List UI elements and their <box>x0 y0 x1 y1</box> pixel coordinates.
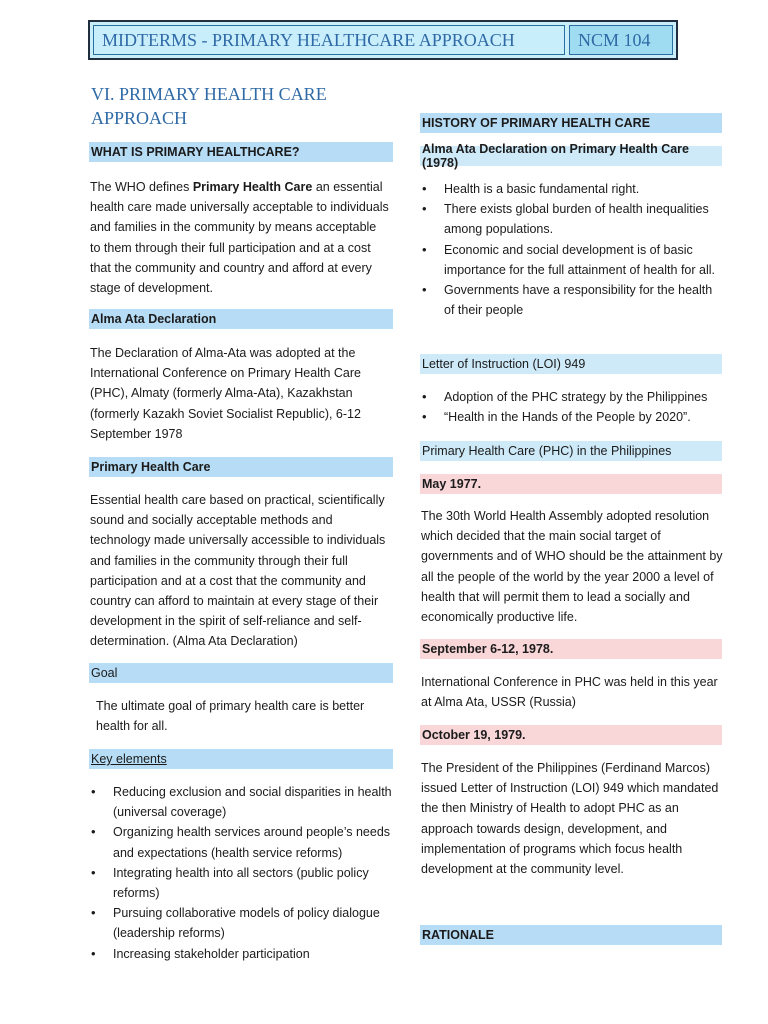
loi-heading: Letter of Instruction (LOI) 949 <box>420 354 722 374</box>
list-item: • Organizing health services around people’s needs and expectations (health service reforms) <box>89 822 393 862</box>
what-is-phc-text: The WHO defines Primary Health Care an essential health care made universally acceptable to individuals and families in the community by means acceptable to them through their full participation and at a cost that the community and country and afford at every stage of development. <box>90 180 389 296</box>
key-elements-heading: Key elements <box>89 749 393 769</box>
alma-ata-text: The Declaration of Alma-Ata was adopted at the International Conference on Primary Health Care (PHC), Almaty (formerly Alma-Ata), Kazakhstan (formerly Kazakh Soviet Socialist Republic), 6-12 September 1978 <box>90 346 361 441</box>
oct-1979-heading: October 19, 1979. <box>420 725 722 745</box>
list-item: • Pursuing collaborative models of policy dialogue (leadership reforms) <box>89 903 393 943</box>
may-1977-text: The 30th World Health Assembly adopted resolution which decided that the main social target of governments and of WHO should be the attainment by all the people of the world by the year 2000 a level of health that will permit them to lead a socially and economically productive life. <box>421 509 723 625</box>
phc-text: Essential health care based on practical, scientifically sound and socially acceptable methods and technology made universally accessible to individuals and families in the community through their full participation and at a cost that the community and country can afford to maintain at every stage of their development in the spirit of self-reliance and self-determination. (Alma Ata Declaration) <box>90 493 386 649</box>
section-title: VI. PRIMARY HEALTH CARE APPROACH <box>91 84 327 128</box>
list-item: • Integrating health into all sectors (public policy reforms) <box>89 863 393 903</box>
list-item: • Reducing exclusion and social disparities in health (universal coverage) <box>89 782 393 822</box>
loi-list <box>420 387 720 427</box>
list-item: • There exists global burden of health inequalities among populations. <box>420 199 720 239</box>
course-code: NCM 104 <box>569 25 673 55</box>
sep-1978-text: International Conference in PHC was held in this year at Alma Ata, USSR (Russia) <box>421 675 718 710</box>
rationale-heading: RATIONALE <box>420 925 722 945</box>
alma-ata-1978-list <box>420 179 720 320</box>
alma-ata-heading: Alma Ata Declaration <box>89 309 393 329</box>
goal-heading: Goal <box>89 663 393 683</box>
what-is-phc-heading: WHAT IS PRIMARY HEALTHCARE? <box>89 142 393 162</box>
goal-text: The ultimate goal of primary health care is better health for all. <box>96 699 365 734</box>
phc-philippines-heading: Primary Health Care (PHC) in the Philippines <box>420 441 722 461</box>
may-1977-heading: May 1977. <box>420 474 722 494</box>
header-title: MIDTERMS - PRIMARY HEALTHCARE APPROACH <box>93 25 565 55</box>
list-item: • Increasing stakeholder participation <box>89 944 393 964</box>
key-elements-list <box>89 782 393 964</box>
page-header <box>88 20 678 60</box>
list-item: • Adoption of the PHC strategy by the Philippines <box>420 387 720 407</box>
oct-1979-text: The President of the Philippines (Ferdinand Marcos) issued Letter of Instruction (LOI) 949 which mandated the then Ministry of Health to adopt PHC as an approach towards design, development, and implementation of programs which focus health development at the community level. <box>421 761 719 877</box>
sep-1978-heading: September 6-12, 1978. <box>420 639 722 659</box>
list-item: • Economic and social development is of basic importance for the full attainment of health for all. <box>420 240 720 280</box>
list-item: • Governments have a responsibility for the health of their people <box>420 280 720 320</box>
phc-heading: Primary Health Care <box>89 457 393 477</box>
alma-ata-1978-heading: Alma Ata Declaration on Primary Health Care (1978) <box>420 146 722 166</box>
list-item: • “Health in the Hands of the People by 2020”. <box>420 407 720 427</box>
list-item: • Health is a basic fundamental right. <box>420 179 720 199</box>
history-heading: HISTORY OF PRIMARY HEALTH CARE <box>420 113 722 133</box>
